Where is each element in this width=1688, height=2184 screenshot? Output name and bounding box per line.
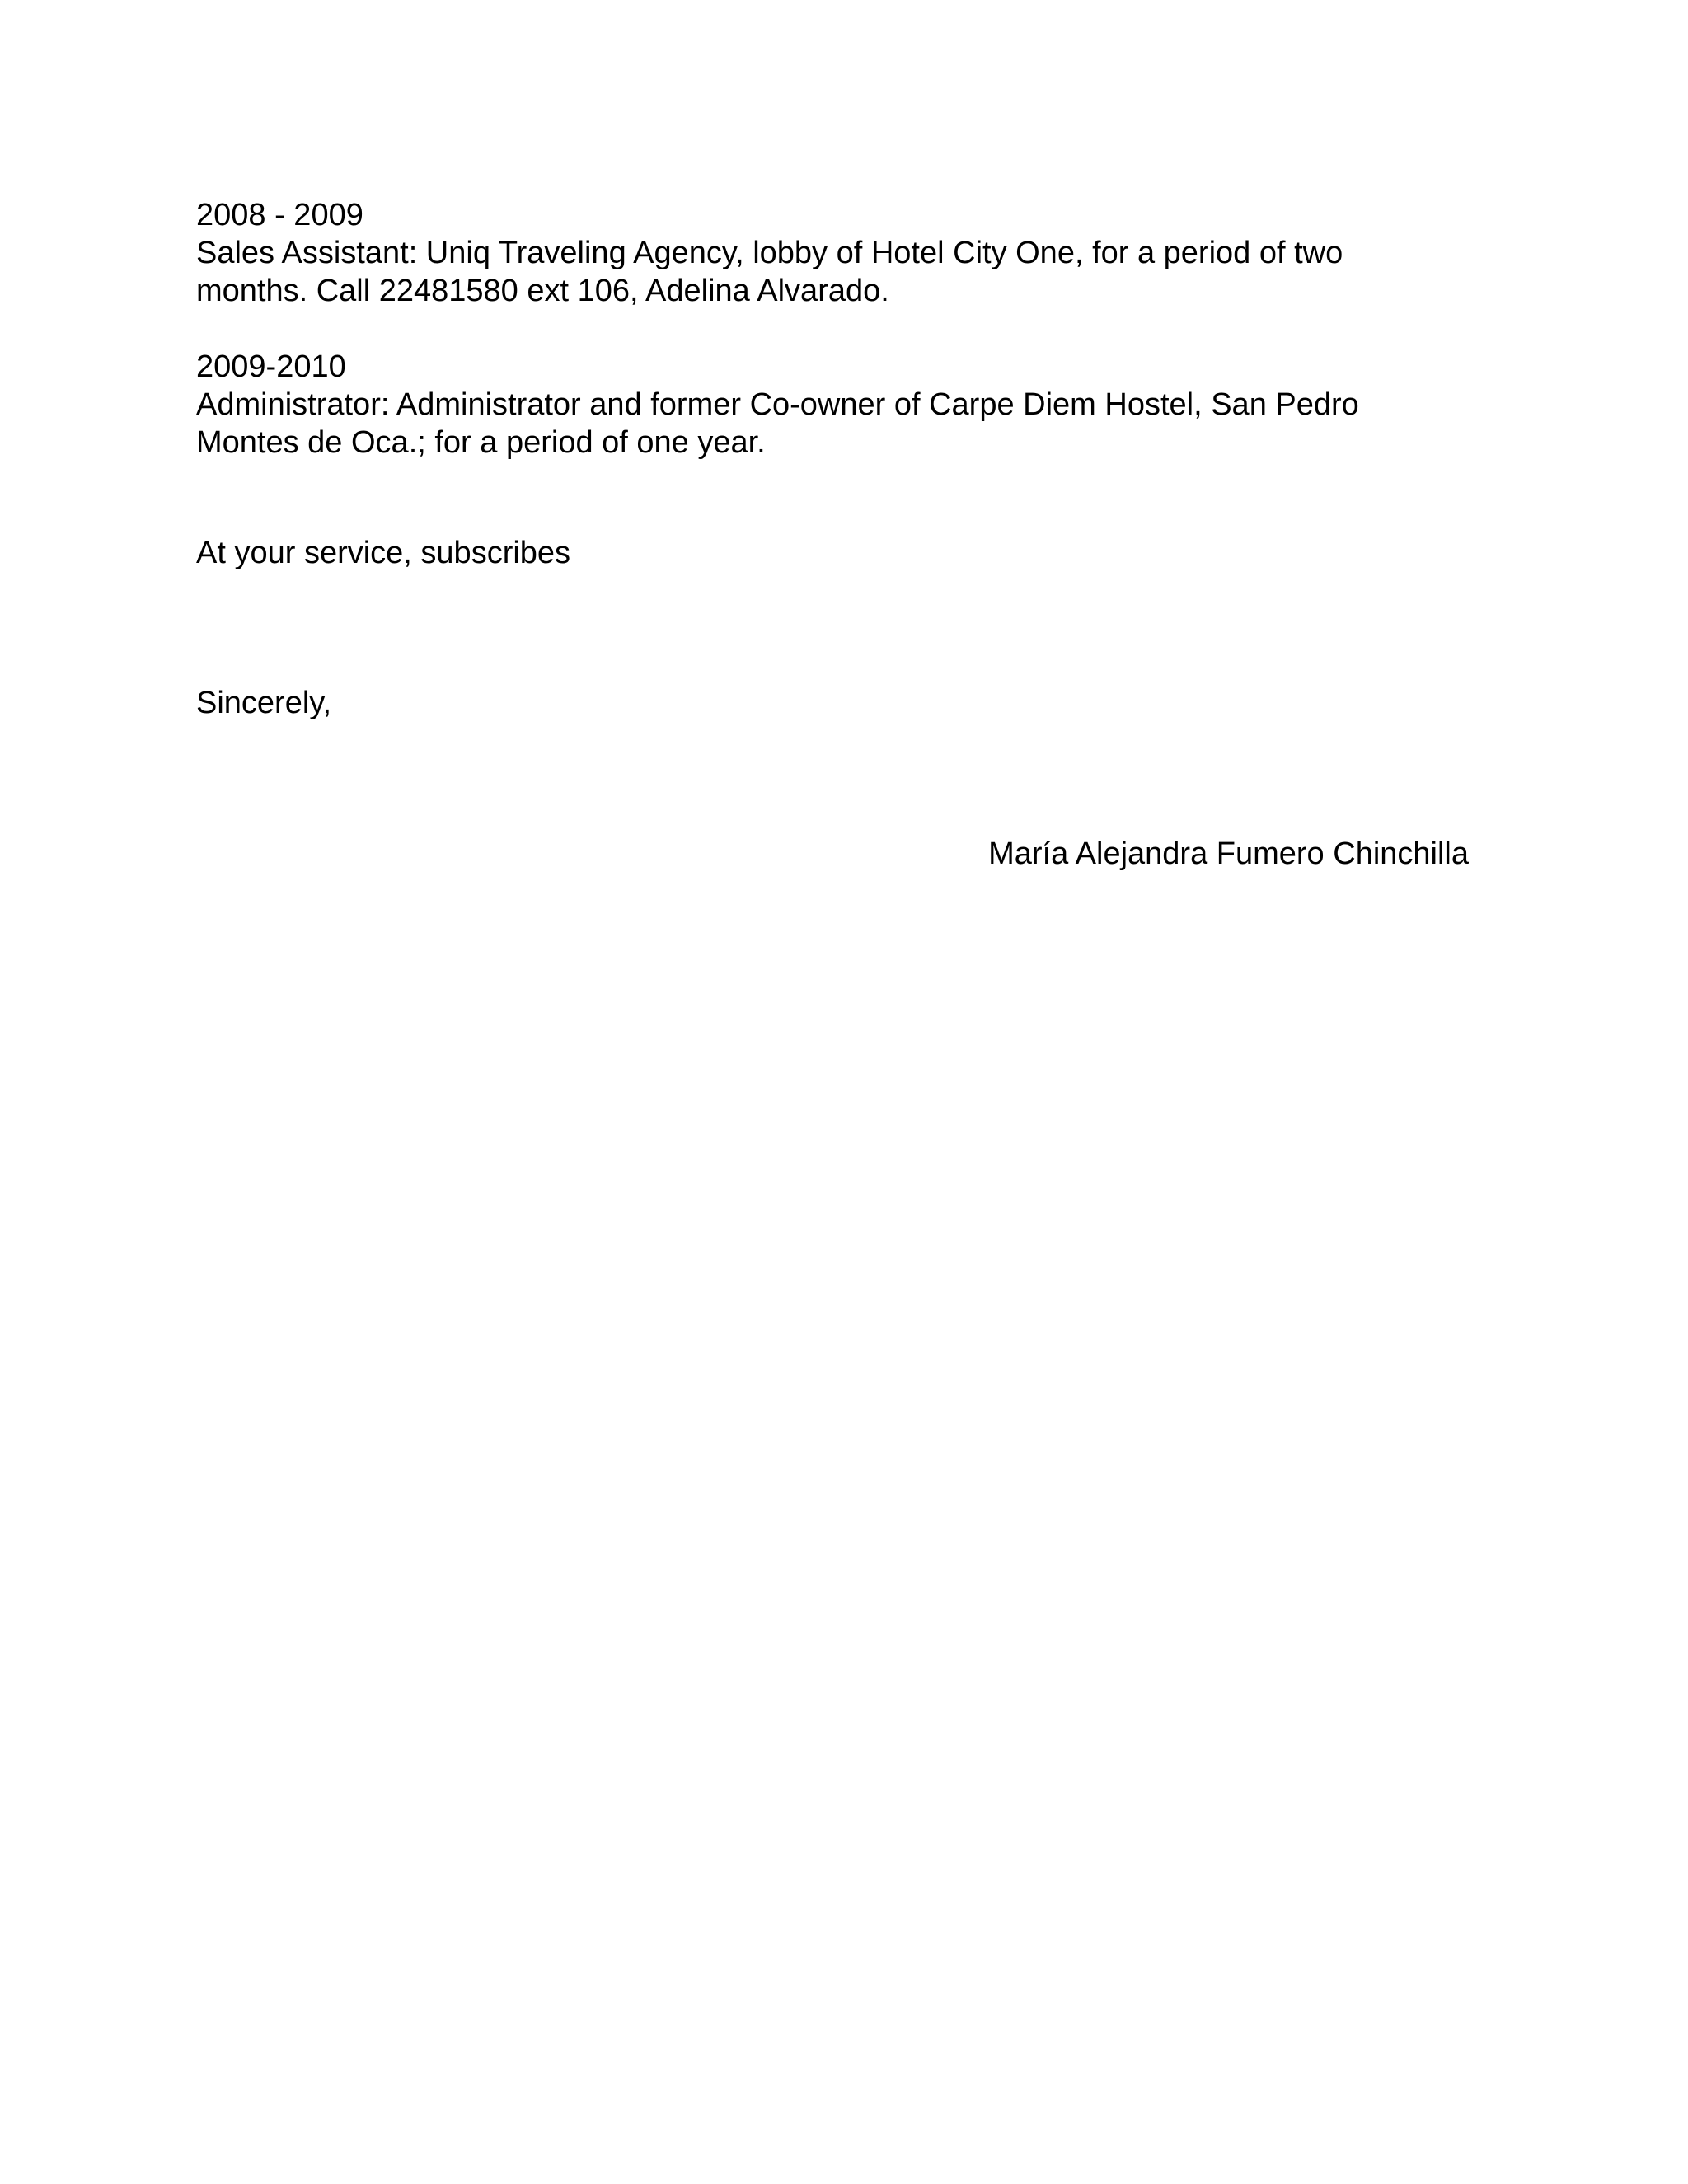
entry-date: 2009-2010 [196, 349, 346, 384]
employment-entry-2009-2010 [196, 348, 1482, 462]
employment-entry-2008-2009 [196, 196, 1482, 310]
entry-description: Administrator: Administrator and former Co-owner of Carpe Diem Hostel, San Pedro Montes de Oca.; for a period of one year. [196, 387, 1359, 460]
signature-name: María Alejandra Fumero Chinchilla [988, 837, 1469, 871]
employment-history [196, 196, 1482, 462]
closing-line: At your service, subscribes [196, 536, 571, 570]
entry-description: Sales Assistant: Uniq Traveling Agency, lobby of Hotel City One, for a period of two months. Call 22481580 ext 106, Adelina Alvarado. [196, 236, 1343, 308]
signoff-line: Sincerely, [196, 686, 332, 720]
entry-date: 2008 - 2009 [196, 198, 363, 232]
